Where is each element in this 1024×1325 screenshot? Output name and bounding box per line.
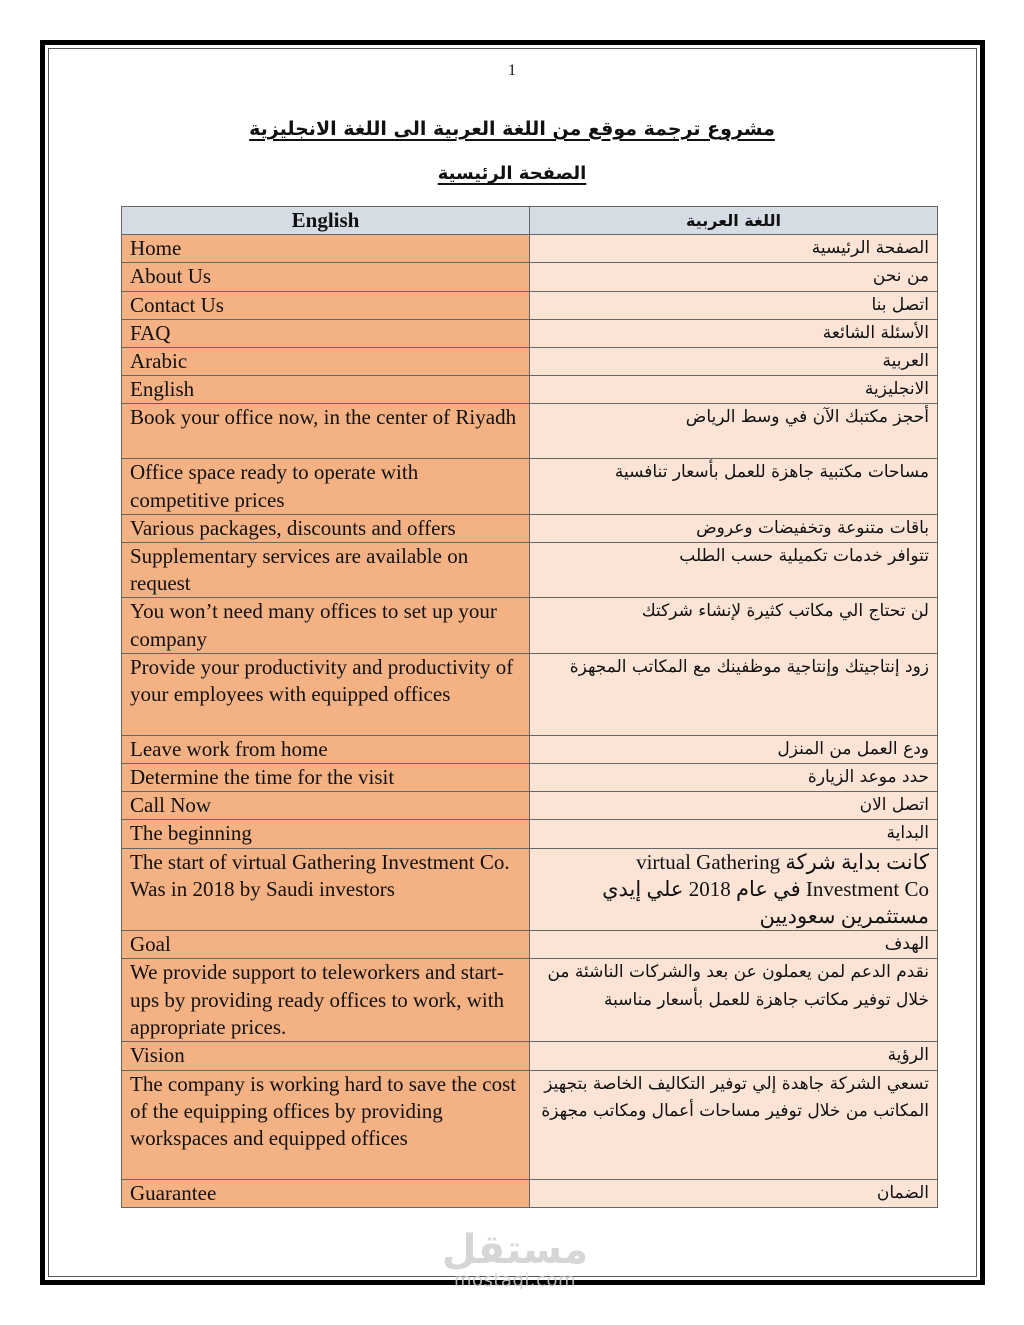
english-cell: English (122, 376, 530, 404)
table-row (122, 1070, 938, 1179)
arabic-column-header: اللغة العربية (530, 207, 938, 235)
table-row (122, 820, 938, 848)
english-cell: Contact Us (122, 291, 530, 319)
arabic-cell: حدد موعد الزيارة (530, 764, 938, 792)
table-row (122, 653, 938, 735)
table-row (122, 235, 938, 263)
english-cell: Provide your productivity and productivity of your employees with equipped offices (122, 653, 530, 735)
table-header-row (122, 207, 938, 235)
english-cell: Guarantee (122, 1179, 530, 1207)
arabic-cell: اتصل بنا (530, 291, 938, 319)
table-row (122, 598, 938, 653)
section-title: الصفحة الرئيسية (437, 163, 587, 184)
english-cell: Supplementary services are available on request (122, 543, 530, 598)
table-row (122, 404, 938, 459)
english-cell: The start of virtual Gathering Investment Co. Was in 2018 by Saudi investors (122, 848, 530, 931)
table-row (122, 735, 938, 763)
arabic-cell: زود إنتاجيتك وإنتاجية موظفينك مع المكاتب المجهزة (530, 653, 938, 735)
english-cell: Arabic (122, 348, 530, 376)
english-cell: About Us (122, 263, 530, 291)
english-cell: FAQ (122, 319, 530, 347)
english-cell: Various packages, discounts and offers (122, 514, 530, 542)
arabic-cell: نقدم الدعم لمن يعملون عن بعد والشركات الناشئة من خلال توفير مكاتب جاهزة للعمل بأسعار مناسبة (530, 959, 938, 1042)
table-row (122, 1042, 938, 1070)
table-row (122, 514, 938, 542)
table-row (122, 764, 938, 792)
document-title: مشروع ترجمة موقع من اللغة العربية الى اللغة الانجليزية (249, 118, 775, 140)
arabic-cell: من نحن (530, 263, 938, 291)
table-row (122, 291, 938, 319)
table-row (122, 931, 938, 959)
table-row (122, 848, 938, 931)
arabic-cell: تتوافر خدمات تكميلية حسب الطلب (530, 543, 938, 598)
arabic-cell: أحجز مكتبك الآن في وسط الرياض (530, 404, 938, 459)
english-cell: The company is working hard to save the cost of the equipping offices by providing workspaces and equipped offices (122, 1070, 530, 1179)
arabic-cell: باقات متنوعة وتخفيضات وعروض (530, 514, 938, 542)
table-row (122, 792, 938, 820)
english-cell: Goal (122, 931, 530, 959)
watermark-arabic-logo: مستقل (441, 1227, 589, 1273)
arabic-cell: ودع العمل من المنزل (530, 735, 938, 763)
table-row (122, 319, 938, 347)
table-row (122, 459, 938, 514)
english-cell: Determine the time for the visit (122, 764, 530, 792)
arabic-cell: الرؤية (530, 1042, 938, 1070)
table-row (122, 543, 938, 598)
page-number: 1 (508, 62, 516, 79)
arabic-cell: تسعي الشركة جاهدة إلي توفير التكاليف الخاصة بتجهيز المكاتب من خلال توفير مساحات أعمال ومكاتب مجهزة (530, 1070, 938, 1179)
english-cell: We provide support to teleworkers and start-ups by providing ready offices to work, with appropriate prices. (122, 959, 530, 1042)
arabic-cell: الصفحة الرئيسية (530, 235, 938, 263)
arabic-cell: مساحات مكتبية جاهزة للعمل بأسعار تنافسية (530, 459, 938, 514)
english-cell: Vision (122, 1042, 530, 1070)
table-row (122, 959, 938, 1042)
english-cell: Call Now (122, 792, 530, 820)
arabic-cell: الأسئلة الشائعة (530, 319, 938, 347)
english-cell: The beginning (122, 820, 530, 848)
arabic-cell: الهدف (530, 931, 938, 959)
english-cell: Office space ready to operate with competitive prices (122, 459, 530, 514)
english-cell: Book your office now, in the center of Riyadh (122, 404, 530, 459)
english-cell: Home (122, 235, 530, 263)
arabic-cell: الضمان (530, 1179, 938, 1207)
table-row (122, 376, 938, 404)
english-column-header: English (122, 207, 530, 235)
english-cell: Leave work from home (122, 735, 530, 763)
translation-table (121, 206, 938, 1208)
table-body (122, 235, 938, 1208)
arabic-cell: العربية (530, 348, 938, 376)
arabic-cell: لن تحتاج الي مكاتب كثيرة لإنشاء شركتك (530, 598, 938, 653)
arabic-cell: اتصل الان (530, 792, 938, 820)
english-cell: You won’t need many offices to set up your company (122, 598, 530, 653)
table-row (122, 263, 938, 291)
table-row (122, 348, 938, 376)
watermark-domain: mostaqi.com (453, 1270, 577, 1291)
arabic-cell: كانت بداية شركة virtual Gathering Investment Co في عام 2018 علي إيدي مستثمرين سعوديين (530, 848, 938, 931)
arabic-cell: البداية (530, 820, 938, 848)
arabic-cell: الانجليزية (530, 376, 938, 404)
table-row (122, 1179, 938, 1207)
